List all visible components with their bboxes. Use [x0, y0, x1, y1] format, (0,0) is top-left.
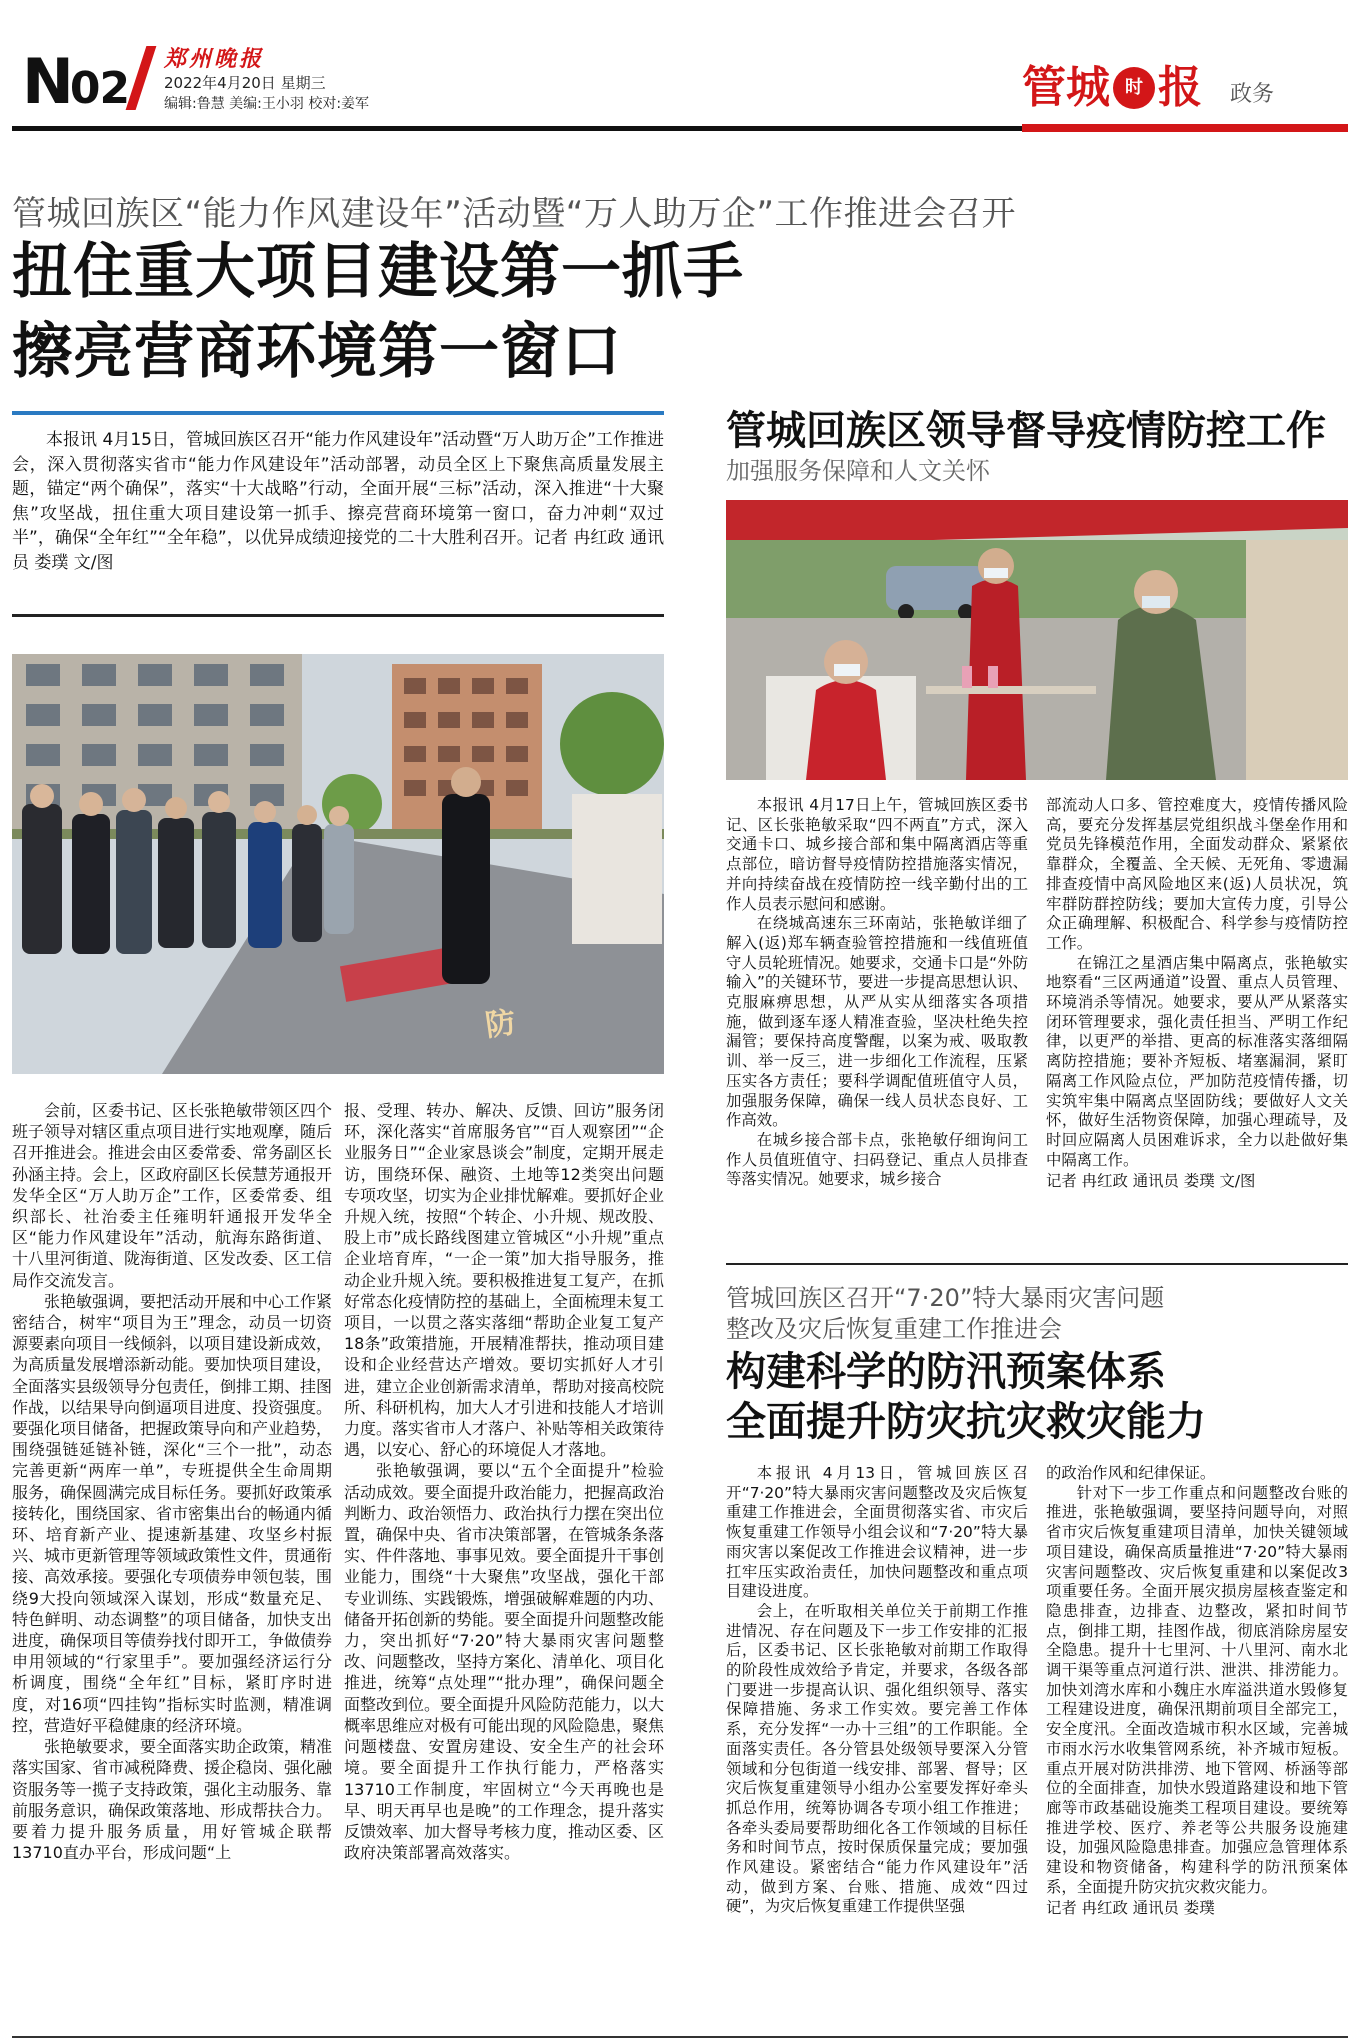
masthead-rule-accent: [1022, 124, 1348, 132]
article1-paragraph: 张艳敏强调，要以“五个全面提升”检验活动成效。要全面提升政治能力，把握高政治判断力、政治领悟力、政治执行力摆在突出位置，确保中央、省市决策部署，在管城条条落实、件件落地、事事见效。要全面提升干事创业能力，围绕“十大聚焦”攻坚战，强化干部专业训练、实践锻炼，增强破解难题的内功、储备开拓创新的势能。要全面提升问题整改能力，突出抓好“7·20”特大暴雨灾害问题整改、问题整改，坚持方案化、清单化、项目化推进，统筹“点处理”“批办理”，确保问题全面整改到位。要全面提升风险防范能力，以大概率思维应对极有可能出现的风险隐患，聚焦问题楼盘、安置房建设、安全生产的社会环境。要全面提升工作执行能力，严格落实13710工作制度，牢固树立“今天再晚也是早、明天再早也是晚”的工作理念，提升落实反馈效率、加大督导考核力度，推动区委、区政府决策部署高效落实。: [344, 1461, 665, 1863]
article3-title: [726, 1347, 1206, 1447]
article1-headline: [12, 232, 744, 392]
article3-column-2: [1046, 1464, 1348, 1919]
article1-column-1: [12, 1100, 332, 1863]
article1-headline-line1: 扭住重大项目建设第一抓手: [12, 237, 744, 307]
article3-paragraph: 会上，在听取相关单位关于前期工作推进情况、存在问题及下一步工作安排的汇报后，区委书记、区长张艳敏对前期工作取得的阶段性成效给予肯定，并要求，各级各部门要进一步提高认识、强化组织领导、落实保障措施、务求工作实效。要完善工作体系，充分发挥“一办十三组”的工作职能。全面落实责任。各分管县处级领导要深入分管领域和分包街道一线安排、部署、督导；区灾后恢复重建领导小组办公室要发挥好牵头抓总作用，统筹协调各专项小组工作推进；各牵头委局要帮助细化各工作领域的目标任务和时间节点，按时保质保量完成；要加强作风建设。紧密结合“能力作风建设年”活动，做到方案、台账、措施、成效“四过硬”，为灾后恢复重建工作提供坚强: [726, 1601, 1028, 1916]
article2-photo-illustration: [726, 500, 1348, 780]
article3-title-line1: 构建科学的防汛预案体系: [726, 1349, 1166, 1395]
section-logo: [1022, 62, 1274, 114]
section-name-badge: 时: [1113, 67, 1155, 109]
issue-date: 2022年4月20日 星期三: [164, 74, 326, 92]
article1-photo: [12, 654, 664, 1074]
article2-column-2: [1046, 796, 1348, 1192]
article2-column-1: [726, 796, 1028, 1190]
photo-ground-sign: 防: [483, 1005, 518, 1044]
article1-lede: 本报讯 4月15日，管城回族区召开“能力作风建设年”活动暨“万人助万企”工作推进会，深入贯彻落实省市“能力作风建设年”活动部署，动员全区上下聚焦高质量发展主题，锚定“两个确保”，落实“十大战略”行动，全面开展“三标”活动，深入推进“十大聚焦”攻坚战，扭住重大项目建设第一抓手、擦亮营商环境第一窗口，奋力冲刺“双过半”，确保“全年红”“全年稳”，以优异成绩迎接党的二十大胜利召开。记者 冉红政 通讯员 娄璞 文/图: [12, 430, 664, 573]
article1-paragraph: 张艳敏强调，要把活动开展和中心工作紧密结合，树牢“项目为王”理念，动员一切资源要素向项目一线倾斜，以项目建设新成效，为高质量发展增添新动能。要加快项目建设，全面落实县级领导分包责任，倒排工期、挂图作战，以结果导向倒逼项目进度、投资强度。要强化项目储备，把握政策导向和产业趋势，围绕强链延链补链，深化“三个一批”，动态完善更新“两库一单”，专班提供全生命周期服务，确保圆满完成目标任务。要抓好政策承接转化，围绕国家、省市密集出台的畅通内循环、培育新产业、提速新基建、攻坚乡村振兴、城市更新管理等领域政策性文件，贯通衔接、高效承接。要强化专项债券申领包装，围绕9大投向领域深入谋划，形成“数量充足、特色鲜明、动态调整”的项目储备，加快支出进度，确保项目等债券找付即开工，争做债券申用领域的“行家里手”。要加强经济运行分析调度，围绕“全年红”目标，紧盯序时进度，对16项“四挂钩”指标实时监测，精准调控，营造好平稳健康的经济环境。: [12, 1291, 333, 1735]
paper-name-logo: 郑州晚报: [164, 46, 265, 72]
article2-bottom-rule: [726, 1263, 1348, 1265]
article3-title-line2: 全面提升防灾抗灾救灾能力: [726, 1399, 1206, 1445]
article3-paragraph: 的政治作风和纪律保证。: [1046, 1464, 1216, 1482]
article2-paragraph: 在绕城高速东三环南站，张艳敏详细了解入(返)郑车辆查验管控措施和一线值班值守人员轮班情况。她要求，交通卡口是“外防输入”的关键环节，要进一步提高思想认识、克服麻痹思想，从严从实从细落实各项措施，做到逐车逐人精准查验，坚决杜绝失控漏管；要保持高度警醒，以案为戒、吸取教训、举一反三，进一步细化工作流程，压紧压实各方责任；要科学调配值班值守人员，加强服务保障，确保一线人员状态良好、工作高效。: [726, 914, 1028, 1130]
article2-photo: [726, 500, 1348, 780]
page-number-letter: N: [22, 45, 70, 118]
masthead-slash-mark: [126, 46, 157, 110]
article1-photo-illustration: [12, 654, 664, 1074]
page-bottom-rule: [12, 2036, 1348, 2038]
article2-subtitle: 加强服务保障和人文关怀: [726, 457, 990, 485]
article2-paragraph: 本报讯 4月17日上午，管城回族区委书记、区长张艳敏采取“四不两直”方式，深入交通卡口、城乡接合部和集中隔离酒店等重点部位，暗访督导疫情防控措施落实情况，并向持续奋战在疫情防控一线辛勤付出的工作人员表示慰问和感谢。: [726, 796, 1028, 913]
article3-kicker: [726, 1283, 1164, 1345]
article2-paragraph: 部流动人口多、管控难度大，疫情传播风险高，要充分发挥基层党组织战斗堡垒作用和党员先锋模范作用，全面发动群众、紧紧依靠群众，全覆盖、全天候、无死角、零遗漏排查疫情中高风险地区来(返)人员状况，筑牢群防群控防线；要加大宣传力度，引导公众正确理解、积极配合、科学参与疫情防控工作。: [1046, 796, 1348, 952]
article2-byline: 记者 冉红政 通讯员 娄璞 文/图: [1046, 1172, 1256, 1191]
section-type-label: 政务: [1230, 82, 1275, 107]
page-number-digits: 02: [69, 63, 130, 114]
article3-byline: 记者 冉红政 通讯员 娄璞: [1046, 1899, 1215, 1918]
article3-paragraph: 本报讯 4月13日，管城回族区召开“7·20”特大暴雨灾害问题整改及灾后恢复重建工作推进会，全面贯彻落实省、市灾后恢复重建工作领导小组会议和“7·20”特大暴雨灾害以案促改工作推进会议精神，进一步扛牢压实政治责任，加快问题整改和重点项目建设进度。: [726, 1464, 1028, 1601]
article1-lede-bottom-rule: [12, 614, 664, 617]
article3-kicker-line1: 管城回族区召开“7·20”特大暴雨灾害问题: [726, 1284, 1165, 1312]
section-name-part1: 管城: [1022, 62, 1110, 113]
article1-column-2: [344, 1100, 664, 1863]
article1-paragraph: 报、受理、转办、解决、反馈、回访”服务闭环，深化落实“首席服务官”“百人观察团”“企业服务日”“企业家恳谈会”制度，定期开展走访，围绕环保、融资、土地等12类突出问题专项攻坚，切实为企业排忧解难。要抓好企业升规入统，按照“个转企、小升规、规改股、股上市”成长路线图建立管城区“小升规”重点企业培育库，“一企一策”加大指导服务，推动企业升规入统。要积极推进复工复产，在抓好常态化疫情防控的基础上，全面梳理未复工项目，一以贯之落实落细“帮助企业复工复产18条”政策措施，开展精准帮扶，推动项目建设和企业经营达产增效。要切实抓好人才引进，建立企业创新需求清单，帮助对接高校院所、科研机构，加大人才引进和技能人才培训力度。落实省市人才落户、补贴等相关政策待遇，以安心、舒心的环境促人才落地。: [344, 1101, 665, 1460]
section-name-part2: 报: [1158, 62, 1202, 113]
article3-column-1: [726, 1464, 1028, 1917]
article2-title: 管城回族区领导督导疫情防控工作: [726, 408, 1326, 454]
article1-headline-line2: 擦亮营商环境第一窗口: [12, 317, 622, 387]
article1-kicker: 管城回族区“能力作风建设年”活动暨“万人助万企”工作推进会召开: [12, 194, 1016, 234]
article3-kicker-line2: 整改及灾后恢复重建工作推进会: [726, 1315, 1062, 1343]
page-number: [22, 45, 130, 119]
article2-paragraph: 在城乡接合部卡点，张艳敏仔细询问工作人员值班值守、扫码登记、重点人员排查等落实情况。她要求，城乡接合: [726, 1130, 1028, 1189]
article1-lede-rule: [12, 411, 664, 415]
article1-paragraph: 会前，区委书记、区长张艳敏带领区四个班子领导对辖区重点项目进行实地观摩，随后召开推进会。推进会由区委常委、常务副区长孙涵主持。会上，区政府副区长侯慧芳通报开发华全区“万人助万企”工作，区委常委、组织部长、社治委主任雍明轩通报开发华全区“能力作风建设年”活动，航海东路街道、十八里河街道、陇海街道、区发改委、区工信局作交流发言。: [12, 1101, 333, 1290]
issue-credits: 编辑:鲁慧 美编:王小羽 校对:姜军: [164, 96, 370, 112]
article3-paragraph: 针对下一步工作重点和问题整改台账的推进，张艳敏强调，要坚持问题导向，对照省市灾后恢复重建项目清单，加快关键领域项目建设，确保高质量推进“7·20”特大暴雨灾害问题整改、灾后恢复重建和以案促改3项重要任务。全面开展灾损房屋核查鉴定和隐患排查，边排查、边整改，紧扣时间节点，倒排工期，挂图作战，彻底消除房屋安全隐患。提升十七里河、十八里河、南水北调干渠等重点河道行洪、泄洪、排涝能力。加快刘湾水库和小魏庄水库溢洪道水毁修复工程建设进度，确保汛期前项目全部完工，安全度汛。全面改造城市积水区域，完善城市雨水污水收集管网系统，补齐城市短板。重点开展对防洪排涝、地下管网、桥涵等部位的全面排查，加快水毁道路建设和地下管廊等市政基础设施类工程项目建设。要统筹推进学校、医疗、养老等公共服务设施建设，加强风险隐患排查。加强应急管理体系建设和物资储备，构建科学的防汛预案体系，全面提升防灾抗灾救灾能力。: [1046, 1483, 1348, 1896]
article2-paragraph: 在锦江之星酒店集中隔离点，张艳敏实地察看“三区两通道”设置、重点人员管理、环境消杀等情况。她要求，要从严从紧落实闭环管理要求，强化责任担当、严明工作纪律，以更严的举措、更高的标准落实落细隔离防控措施；要补齐短板、堵塞漏洞，紧盯隔离工作风险点位，严加防范疫情传播，切实筑牢集中隔离点坚固防线；要做好人文关怀，做好生活物资保障，加强心理疏导，及时回应隔离人员困难诉求，全力以赴做好集中隔离工作。: [1046, 953, 1348, 1169]
article1-paragraph: 张艳敏要求，要全面落实助企政策，精准落实国家、省市减税降费、援企稳岗、强化融资服务等一揽子支持政策，强化主动服务、靠前服务意识，确保政策落地、形成帮扶合力。要着力提升服务质量，用好管城企联帮13710直办平台，形成问题“上: [12, 1737, 333, 1863]
